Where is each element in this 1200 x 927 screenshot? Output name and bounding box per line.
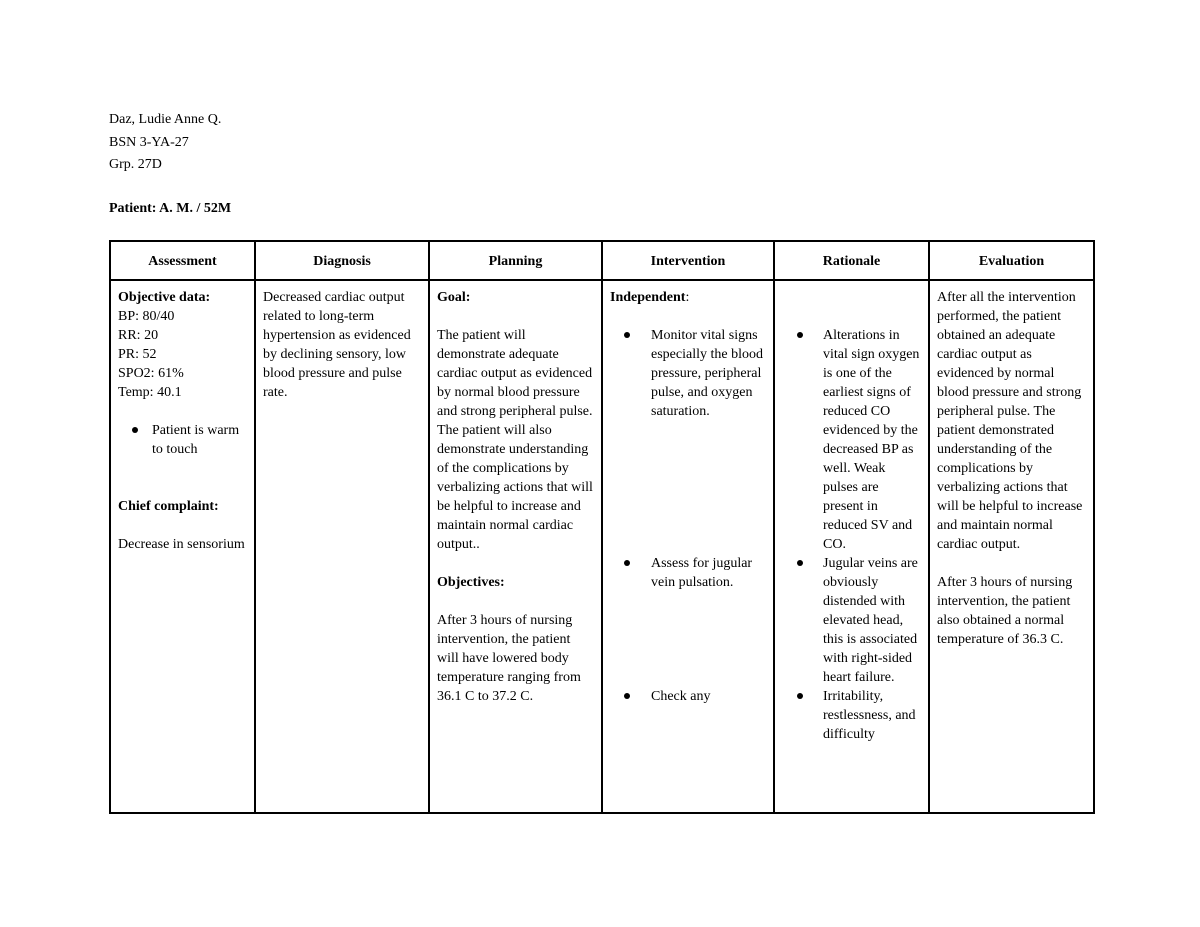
list-item	[610, 326, 767, 421]
rationale-item: Alterations in vital sign oxygen is one of the earliest signs of reduced CO evidenced by the decreased BP as well. Weak pulses are present in reduced SV and CO.	[823, 328, 920, 552]
vital-bp: BP: 80/40	[118, 309, 175, 324]
vital-temp: Temp: 40.1	[118, 385, 182, 400]
planning-cell	[429, 280, 602, 813]
table-header-row	[110, 241, 1094, 280]
rationale-cell	[774, 280, 929, 813]
list-item	[610, 554, 767, 592]
patient-line: Patient: A. M. / 52M	[109, 201, 232, 216]
rationale-item: Irritability, restlessness, and difficulty	[823, 689, 916, 742]
chief-complaint-text: Decrease in sensorium	[118, 537, 245, 552]
rationale-list	[782, 326, 922, 744]
diagnosis-cell	[255, 280, 429, 813]
nursing-care-plan-table	[109, 240, 1095, 814]
evaluation-cell	[929, 280, 1094, 813]
header-intervention: Intervention	[602, 241, 774, 280]
list-item	[610, 687, 767, 706]
chief-complaint-heading: Chief complaint:	[118, 499, 219, 514]
objectives-text: After 3 hours of nursing intervention, the patient will have lowered body temperature ranging from 36.1 C to 37.2 C.	[437, 613, 581, 704]
objective-data-heading: Objective data:	[118, 290, 211, 305]
objectives-heading: Objectives:	[437, 575, 505, 590]
vital-rr: RR: 20	[118, 328, 159, 343]
table-row	[110, 280, 1094, 813]
header-diagnosis: Diagnosis	[255, 241, 429, 280]
assessment-bullets	[118, 421, 248, 459]
intervention-item: Assess for jugular vein pulsation.	[651, 556, 753, 590]
diagnosis-text: Decreased cardiac output related to long-term hypertension as evidenced by declining sensory, low blood pressure and pulse rate.	[263, 290, 411, 400]
independent-heading: Independent:	[610, 290, 690, 305]
bullet-icon	[797, 693, 803, 699]
header-rationale: Rationale	[774, 241, 929, 280]
vital-pr: PR: 52	[118, 347, 157, 362]
list-item	[118, 421, 248, 459]
goal-heading: Goal:	[437, 290, 471, 305]
intervention-item: Check any	[651, 689, 711, 704]
bullet-icon	[797, 560, 803, 566]
header-planning: Planning	[429, 241, 602, 280]
bullet-icon	[797, 332, 803, 338]
header-evaluation: Evaluation	[929, 241, 1094, 280]
bullet-icon	[624, 693, 630, 699]
bullet-icon	[132, 427, 138, 433]
list-item	[782, 326, 922, 554]
bullet-icon	[624, 560, 630, 566]
header-assessment: Assessment	[110, 241, 255, 280]
list-item	[782, 687, 922, 744]
evaluation-paragraph: After 3 hours of nursing intervention, the patient also obtained a normal temperature of 36.3 C.	[937, 575, 1073, 647]
goal-text: The patient will demonstrate adequate cardiac output as evidenced by normal blood pressure and strong peripheral pulse. The patient will also demonstrate understanding of the complications by verbalizing actions that will be helpful to increase and maintain normal cardiac output..	[437, 328, 593, 552]
assessment-bullet-text: Patient is warm to touch	[152, 423, 240, 457]
list-item	[782, 554, 922, 687]
intervention-list	[610, 326, 767, 706]
vital-spo2: SPO2: 61%	[118, 366, 184, 381]
evaluation-paragraph: After all the intervention performed, the patient obtained an adequate cardiac output as evidenced by normal blood pressure and strong peripheral pulse. The patient demonstrated understanding of the complications by verbalizing actions that will be helpful to increase and maintain normal cardiac output.	[937, 290, 1083, 552]
rationale-item: Jugular veins are obviously distended with elevated head, this is associated with right-sided heart failure.	[823, 556, 918, 685]
intervention-cell	[602, 280, 774, 813]
student-info	[109, 111, 221, 179]
assessment-cell	[110, 280, 255, 813]
student-section: BSN 3-YA-27	[109, 134, 189, 150]
student-group: Grp. 27D	[109, 157, 162, 172]
student-name: Daz, Ludie Anne Q.	[109, 112, 222, 127]
intervention-item: Monitor vital signs especially the blood pressure, peripheral pulse, and oxygen saturation.	[651, 328, 763, 419]
bullet-icon	[624, 332, 630, 338]
